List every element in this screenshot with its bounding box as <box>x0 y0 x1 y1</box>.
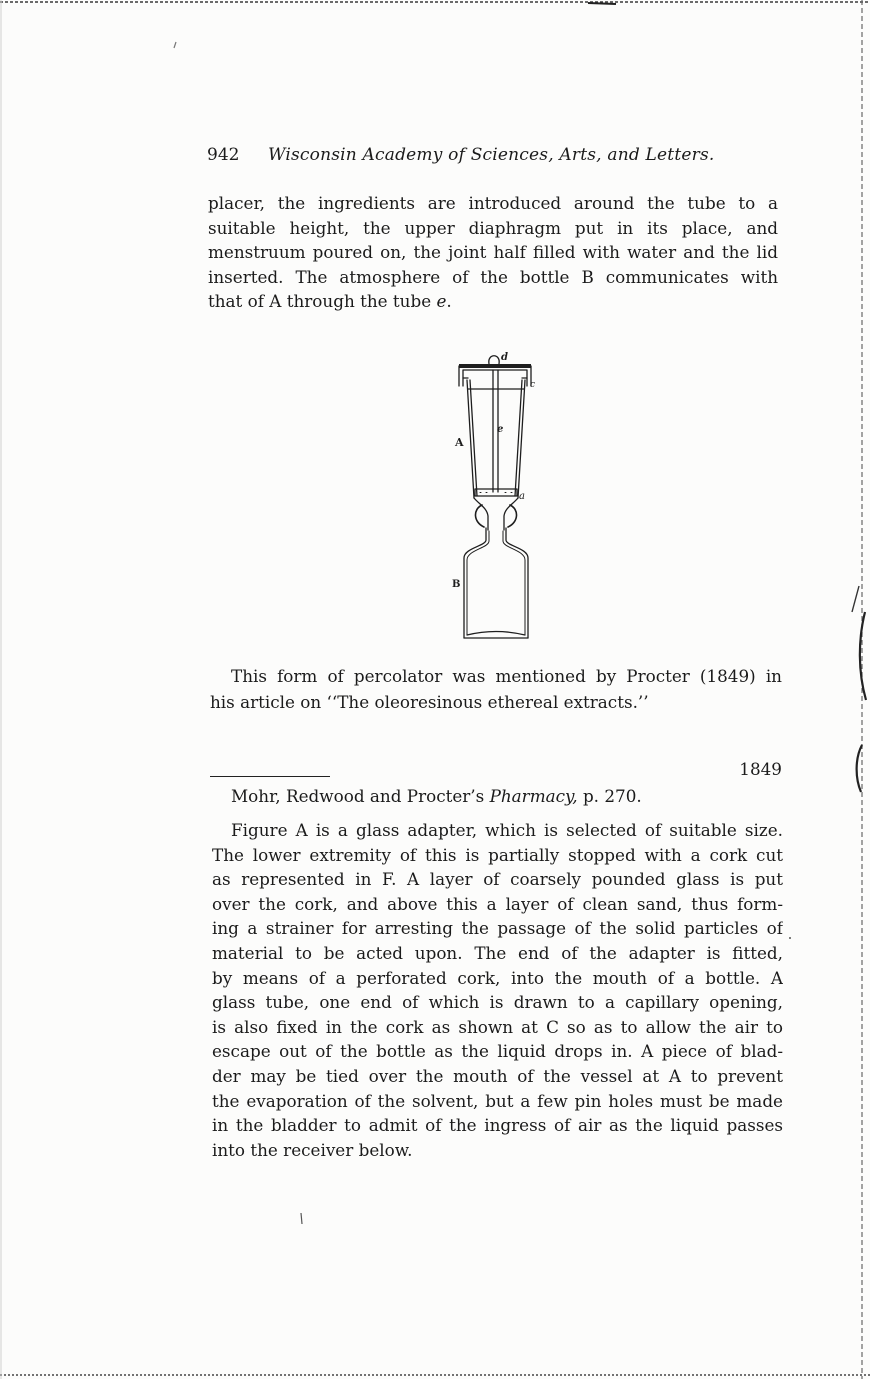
text-line: over the cork, and above this a layer of clean sand, thus form- <box>212 893 783 914</box>
margin-mark <box>852 586 859 612</box>
section-rule <box>210 776 330 777</box>
figure-label-d: d <box>501 352 508 363</box>
running-title: Wisconsin Academy of Sciences, Arts, and Letters. <box>268 145 715 165</box>
figure-label-e: e <box>497 424 504 435</box>
citation-authors: Mohr, Redwood and Procter’s <box>231 786 490 806</box>
page-number: 942 <box>207 145 240 165</box>
text-line: his article on ‘‘The oleoresinous ethereal extracts.’’ <box>210 692 649 712</box>
text-line: ing a strainer for arresting the passage of the solid particles of <box>212 918 783 939</box>
bottle-b-outer <box>464 528 528 638</box>
lid-top-bar <box>459 364 531 368</box>
section-citation <box>231 784 642 809</box>
text-line: is also fixed in the cork as shown at C so as to allow the air to <box>212 1016 783 1037</box>
stray-mark <box>174 42 176 48</box>
vessel-a-walls <box>467 380 525 498</box>
lid-handle <box>489 356 499 364</box>
stray-mark <box>301 1213 302 1224</box>
percolator-figure <box>440 345 550 650</box>
figure-label-c: c <box>530 380 536 390</box>
margin-mark <box>857 745 862 792</box>
citation-page: p. 270. <box>577 786 642 806</box>
text-line: into the receiver below. <box>212 1139 413 1160</box>
text-line: The lower extremity of this is partially stopped with a cork cut <box>212 844 783 865</box>
joint-flanges <box>475 505 516 527</box>
top-edge-mark <box>588 3 616 4</box>
text-line: inserted. The atmosphere of the bottle B communicates with <box>208 266 778 287</box>
text-line: This form of percolator was mentioned by Procter (1849) in <box>231 666 782 686</box>
text-line: material to be acted upon. The end of the adapter is fitted, <box>212 942 783 963</box>
text-line: as represented in F. A layer of coarsely pounded glass is put <box>212 869 783 890</box>
text-line: in the bladder to admit of the ingress of air as the liquid passes <box>212 1115 783 1136</box>
text-line: escape out of the bottle as the liquid drops in. A piece of blad- <box>212 1041 783 1062</box>
margin-mark <box>860 612 866 700</box>
text-line: der may be tied over the mouth of the vessel at A to prevent <box>212 1065 783 1086</box>
text-line: placer, the ingredients are introduced around the tube to a <box>208 193 778 213</box>
figure-label-B: B <box>452 579 461 590</box>
text-line <box>208 289 778 314</box>
bottle-bottom <box>464 632 528 639</box>
text-line: the evaporation of the solvent, but a few pin holes must be made <box>212 1090 783 1111</box>
paragraph-3 <box>212 818 783 1162</box>
paragraph-2 <box>210 663 782 715</box>
italic-letter-e: e <box>436 291 447 311</box>
text-line: suitable height, the upper diaphragm put in its place, and <box>208 217 778 238</box>
figure-label-A: A <box>455 436 464 449</box>
text-segment: . <box>446 291 452 311</box>
stray-dot <box>789 937 791 939</box>
figure-label-a: a <box>519 491 525 502</box>
text-line: by means of a perforated cork, into the mouth of a bottle. A <box>212 967 783 988</box>
text-line: glass tube, one end of which is drawn to a capillary opening, <box>212 992 783 1013</box>
text-line: menstruum poured on, the joint half filled with water and the lid <box>208 242 778 262</box>
text-segment: that of A through the tube <box>208 291 437 311</box>
citation-title: Pharmacy, <box>489 786 578 806</box>
section-year: 1849 <box>739 759 782 779</box>
text-line: Figure A is a glass adapter, which is selected of suitable size. <box>231 820 783 840</box>
paragraph-1 <box>208 191 778 314</box>
